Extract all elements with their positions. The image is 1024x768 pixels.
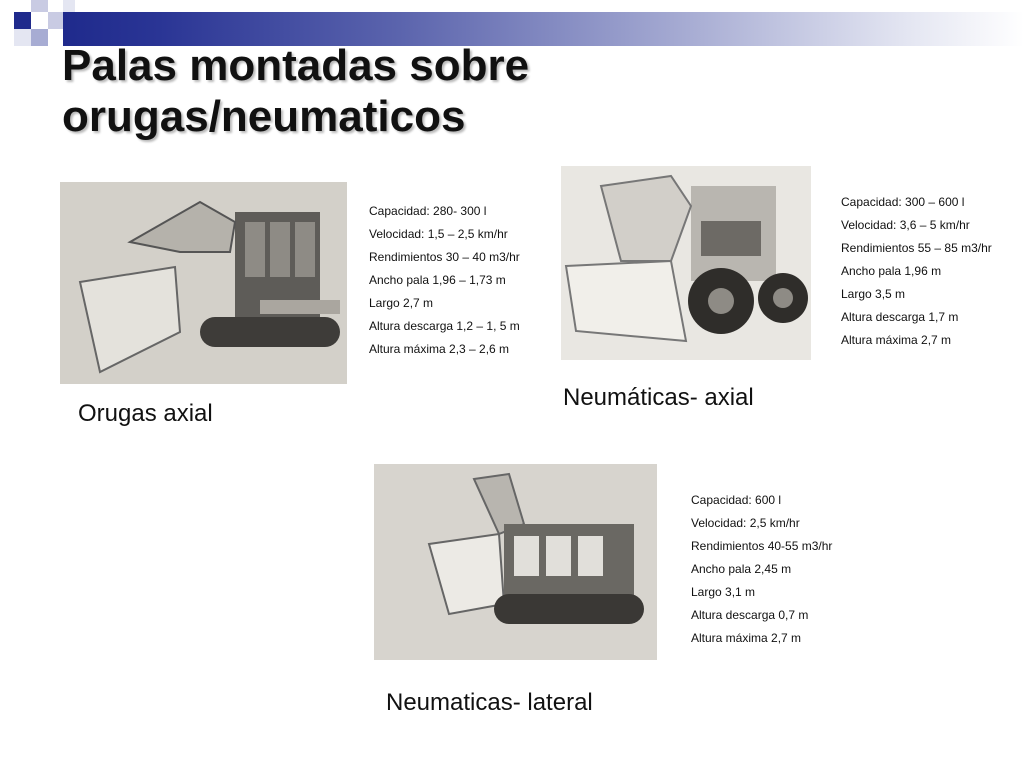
spec-altura-descarga: Altura descarga 1,7 m [841, 310, 959, 324]
specs-orugas-axial [369, 200, 520, 361]
caption-orugas-axial: Orugas axial [78, 400, 213, 427]
title-line: Palas montadas sobre [62, 41, 530, 90]
spec-rendimientos: Rendimientos 30 – 40 m3/hr [369, 250, 520, 264]
spec-capacidad: Capacidad: 300 – 600 l [841, 195, 965, 209]
spec-ancho-pala: Ancho pala 1,96 – 1,73 m [369, 273, 506, 287]
spec-largo: Largo 3,1 m [691, 585, 756, 599]
corner-square-light [48, 12, 63, 29]
photo-neumaticas-lateral [374, 464, 657, 660]
spec-ancho-pala: Ancho pala 1,96 m [841, 264, 942, 278]
specs-neumaticas-lateral [691, 489, 832, 650]
spec-rendimientos: Rendimientos 55 – 85 m3/hr [841, 241, 992, 255]
title-line: orugas/neumaticos [62, 92, 466, 141]
corner-square-dark [14, 12, 31, 29]
spec-rendimientos: Rendimientos 40-55 m3/hr [691, 539, 833, 553]
specs-neumaticas-axial [841, 191, 992, 352]
photo-neumaticas-axial [561, 166, 811, 360]
spec-altura-descarga: Altura descarga 1,2 – 1, 5 m [369, 319, 520, 333]
spec-velocidad: Velocidad: 2,5 km/hr [691, 516, 800, 530]
spec-ancho-pala: Ancho pala 2,45 m [691, 562, 792, 576]
spec-capacidad: Capacidad: 600 l [691, 493, 782, 507]
spec-altura-maxima: Altura máxima 2,7 m [841, 333, 952, 347]
spec-altura-maxima: Altura máxima 2,3 – 2,6 m [369, 342, 510, 356]
corner-square-pale [63, 0, 75, 12]
page-title [62, 40, 762, 142]
spec-velocidad: Velocidad: 3,6 – 5 km/hr [841, 218, 970, 232]
caption-neumaticas-axial: Neumáticas- axial [563, 384, 754, 411]
spec-largo: Largo 2,7 m [369, 296, 434, 310]
photo-orugas-axial [60, 182, 347, 384]
corner-square-pale [14, 29, 31, 46]
spec-altura-maxima: Altura máxima 2,7 m [691, 631, 802, 645]
corner-square-light [31, 0, 48, 12]
spec-largo: Largo 3,5 m [841, 287, 906, 301]
spec-altura-descarga: Altura descarga 0,7 m [691, 608, 809, 622]
corner-square-mid [31, 29, 48, 46]
caption-neumaticas-lateral: Neumaticas- lateral [386, 689, 593, 716]
spec-capacidad: Capacidad: 280- 300 l [369, 204, 487, 218]
spec-velocidad: Velocidad: 1,5 – 2,5 km/hr [369, 227, 508, 241]
